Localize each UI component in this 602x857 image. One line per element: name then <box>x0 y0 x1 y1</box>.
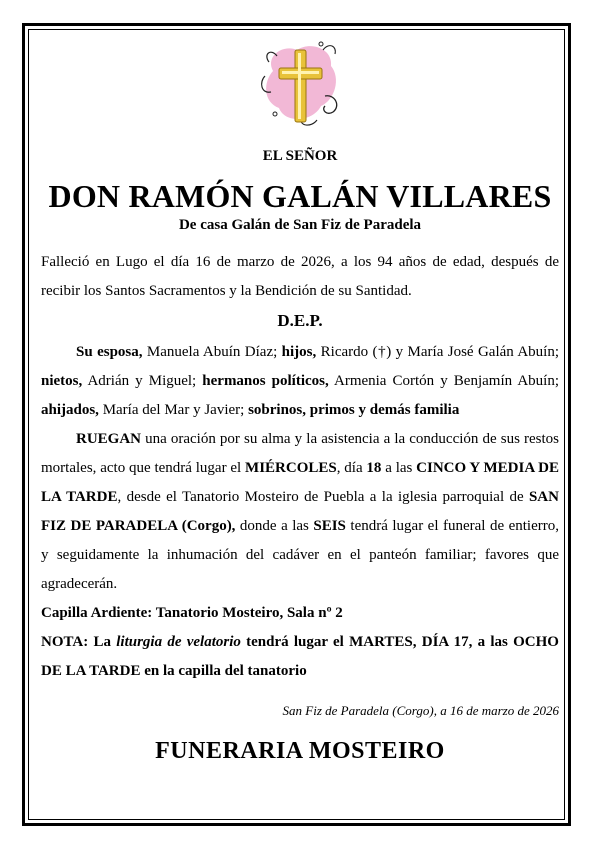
request-paragraph: RUEGAN una oración por su alma y la asistencia a la conducción de sus restos mortales, acto que tendrá lugar el MIÉRCOLES, día 18 a las CINCO Y MEDIA DE LA TARDE, desde el Tanatorio Mosteiro de Puebla a la iglesia parroquial de SAN FIZ DE PARADELA (Corgo), donde a las SEIS tendrá lugar el funeral de entierro, y seguidamente la inhumación del cadáver en el panteón familiar; favores que agradecerán. <box>41 431 559 592</box>
note-paragraph: NOTA: La liturgia de velatorio tendrá lugar el MARTES, DÍA 17, a las OCHO DE LA TARDE en la capilla del tanatorio <box>41 634 559 679</box>
obituary-content <box>41 36 559 765</box>
cross-icon <box>255 36 345 136</box>
death-notice: Falleció en Lugo el día 16 de marzo de 2026, a los 94 años de edad, después de recibir los Santos Sacramentos y la Bendición de su Santidad. <box>41 254 559 299</box>
chapel-line: Capilla Ardiente: Tanatorio Mosteiro, Sala nº 2 <box>41 605 343 621</box>
house-origin: De casa Galán de San Fiz de Paradela <box>178 217 422 233</box>
family-paragraph: Su esposa, Manuela Abuín Díaz; hijos, Ricardo (†) y María José Galán Abuín; nietos, Adrián y Miguel; hermanos políticos, Armenia Cortón y Benjamín Abuín; ahijados, María del Mar y Javier; sobrinos, primos y demás familia <box>41 344 560 418</box>
dep-label: D.E.P. <box>277 311 323 330</box>
funeral-home: FUNERARIA MOSTEIRO <box>155 738 445 764</box>
place-date: San Fiz de Paradela (Corgo), a 16 de marzo de 2026 <box>282 703 559 718</box>
title-line: EL SEÑOR <box>262 148 338 164</box>
deceased-name: DON RAMÓN GALÁN VILLARES <box>48 178 552 214</box>
